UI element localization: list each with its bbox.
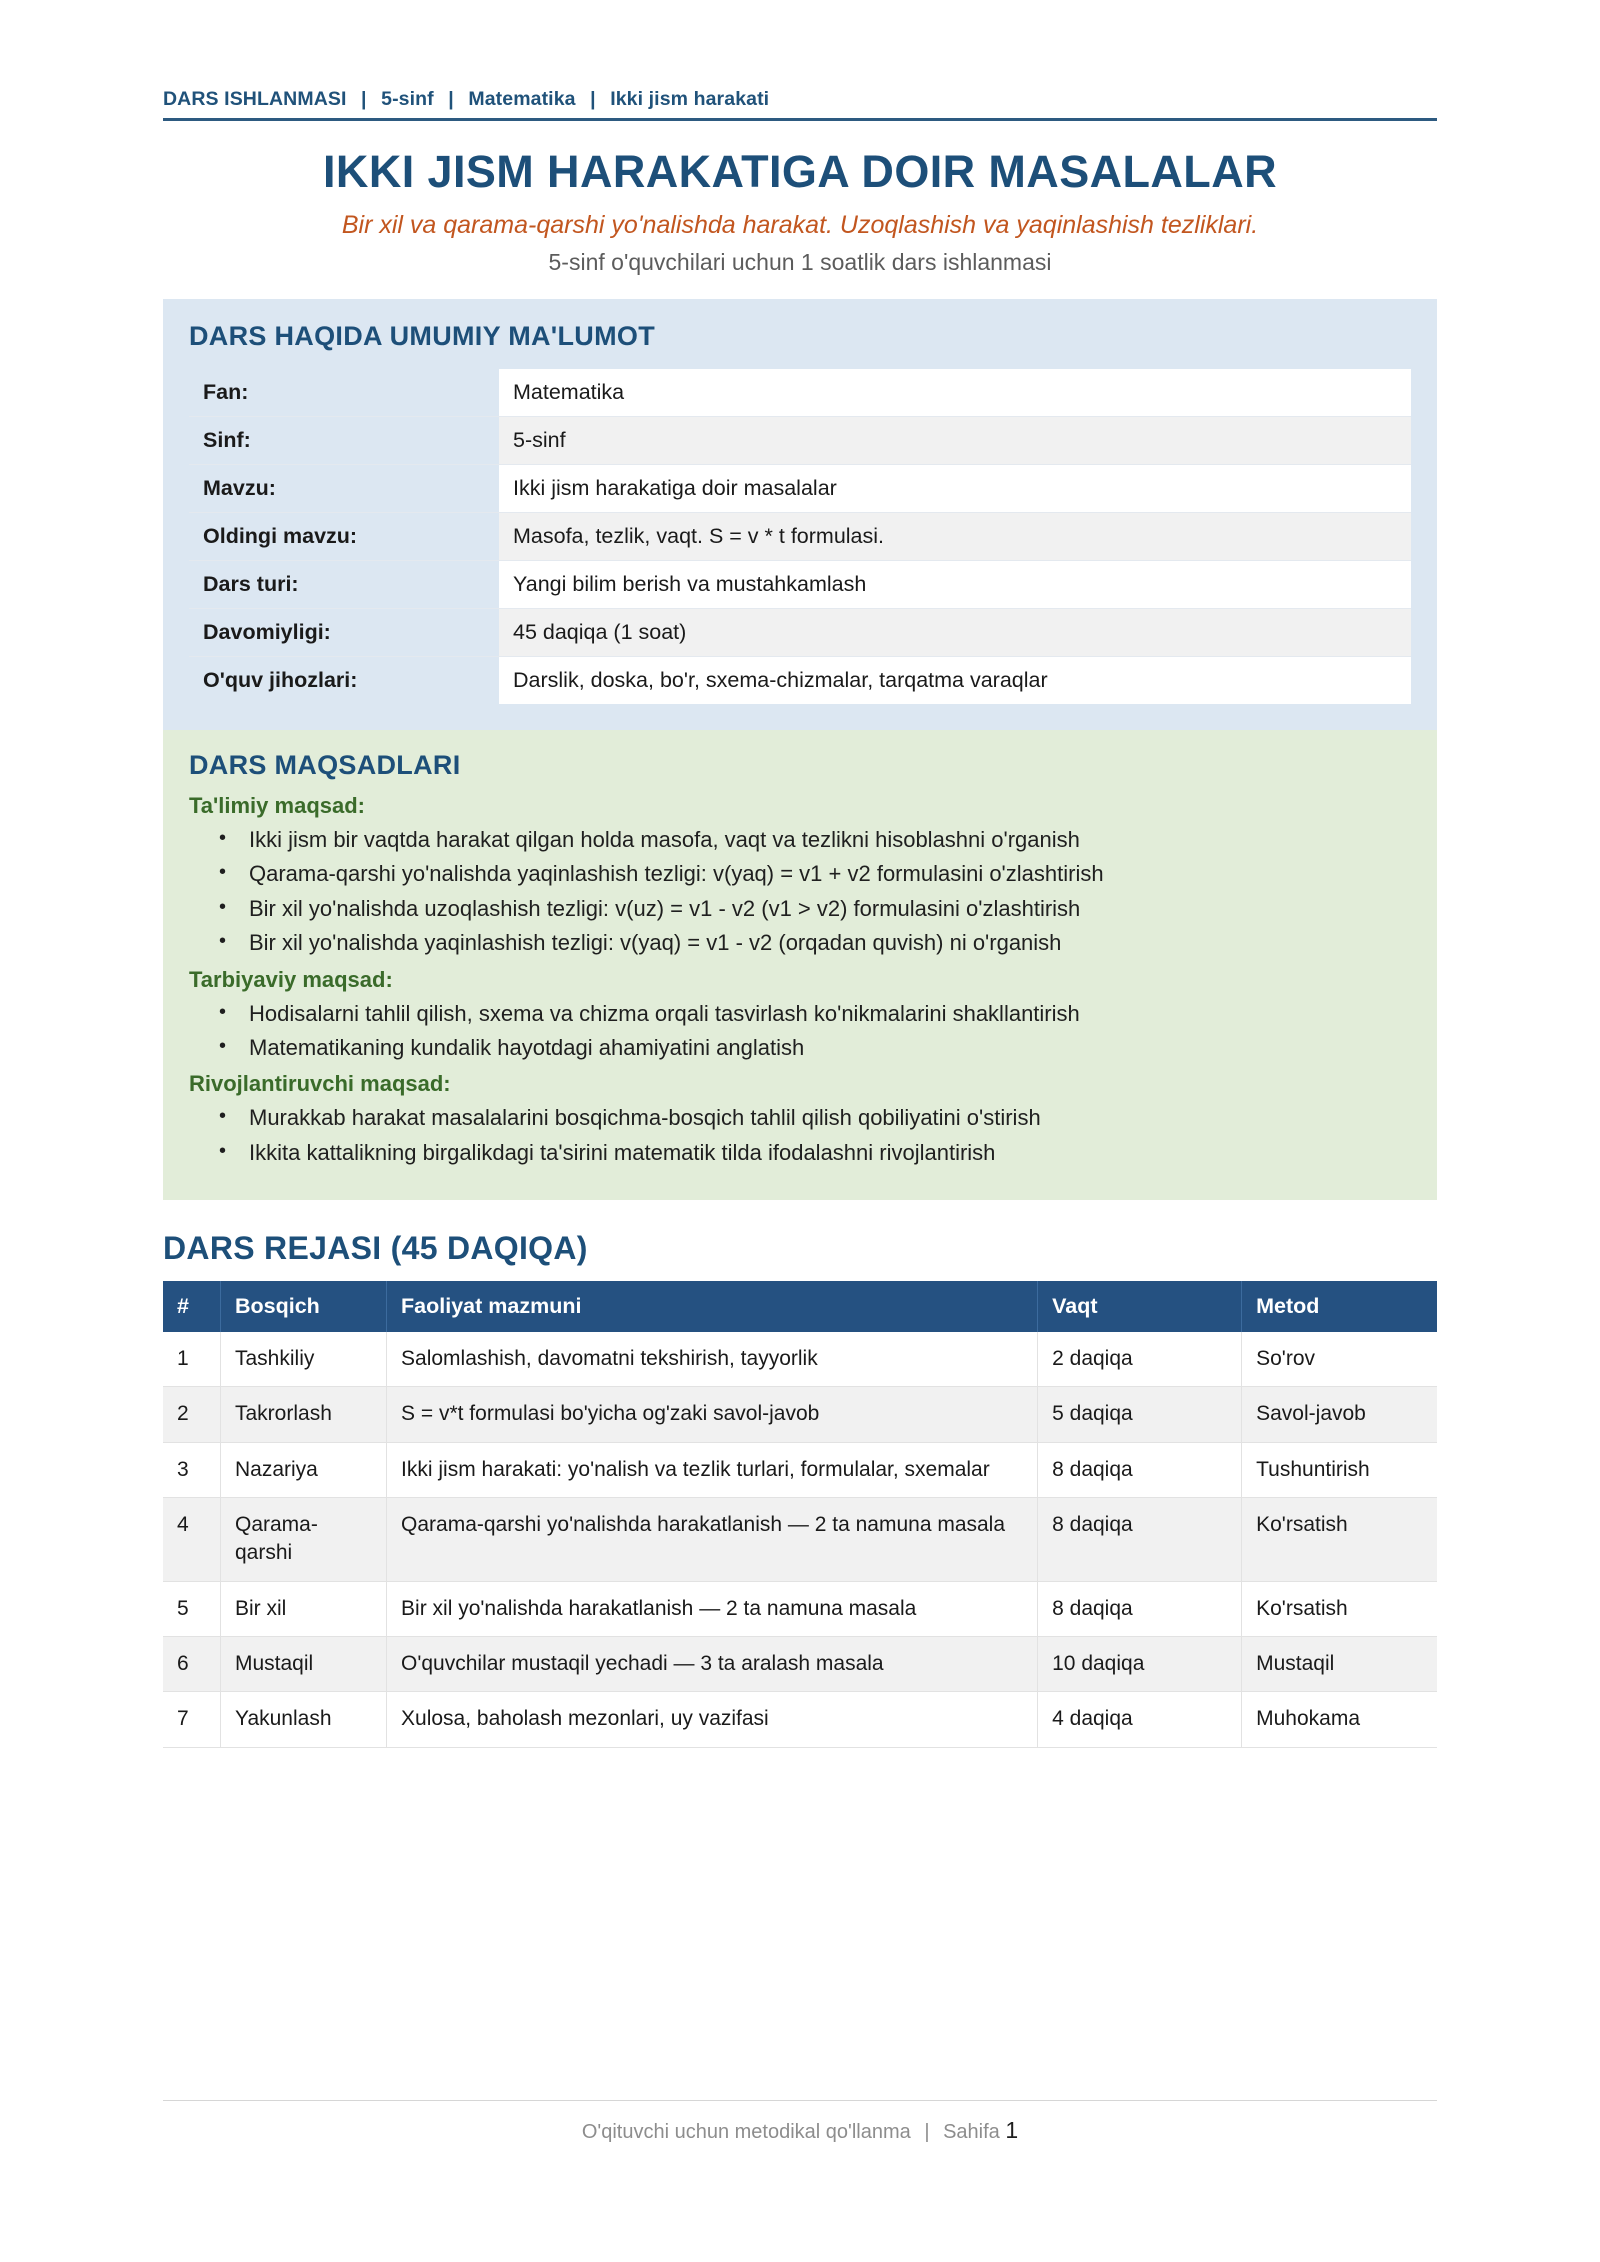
table-header-col-activity: Faoliyat mazmuni [387, 1281, 1038, 1332]
info-row-key: Dars turi: [189, 561, 499, 609]
info-row [189, 369, 1411, 417]
info-row-value: Ikki jism harakatiga doir masalalar [499, 465, 1411, 513]
page-subtitle: Bir xil va qarama-qarshi yo'nalishda harakat. Uzoqlashish va yaqinlashish tezliklari. [341, 210, 1259, 239]
lesson-goals-section [163, 730, 1437, 1200]
cell-stage: Yakunlash [221, 1692, 387, 1747]
cell-time: 4 daqiqa [1038, 1692, 1242, 1747]
page-tagline: 5-sinf o'quvchilari uchun 1 soatlik dars ishlanmasi [548, 248, 1052, 275]
info-row-key: O'quv jihozlari: [189, 657, 499, 705]
info-row-value: Matematika [499, 369, 1411, 417]
info-row-key: Oldingi mavzu: [189, 513, 499, 561]
cell-method: Savol-javob [1242, 1387, 1437, 1442]
goal-list-item: • Hodisalarni tahlil qilish, sxema va chizma orqali tasvirlash ko'nikmalarini shakllantirish [189, 997, 1411, 1031]
cell-stage: Tashkiliy [221, 1332, 387, 1387]
info-row-value: Darslik, doska, bo'r, sxema-chizmalar, tarqatma varaqlar [499, 657, 1411, 705]
info-row [189, 609, 1411, 657]
info-row [189, 513, 1411, 561]
info-row-key: Mavzu: [189, 465, 499, 513]
cell-activity: O'quvchilar mustaqil yechadi — 3 ta aralash masala [387, 1637, 1038, 1692]
cell-time: 8 daqiqa [1038, 1442, 1242, 1497]
cell-time: 8 daqiqa [1038, 1581, 1242, 1636]
cell-stage: Nazariya [221, 1442, 387, 1497]
lesson-plan-table-body [163, 1332, 1437, 1747]
breadcrumb-item-topic: Ikki jism harakati [610, 88, 770, 110]
cell-activity: Bir xil yo'nalishda harakatlanish — 2 ta namuna masala [387, 1581, 1038, 1636]
breadcrumb-item-grade: 5-sinf [381, 88, 434, 110]
goal-group-title: Tarbiyaviy maqsad: [189, 966, 393, 992]
lesson-plan-table [163, 1281, 1437, 1748]
info-row [189, 417, 1411, 465]
info-row-key: Sinf: [189, 417, 499, 465]
table-header-col-method: Metod [1242, 1281, 1437, 1332]
footer-page-number: 1 [1005, 2117, 1019, 2143]
footer-page-label: Sahifa [943, 2121, 1000, 2143]
table-header-col-time: Vaqt [1038, 1281, 1242, 1332]
footer-separator: | [924, 2121, 930, 2143]
table-row [163, 1387, 1437, 1442]
lesson-goals-heading: DARS MAQSADLARI [189, 750, 461, 781]
lesson-goals-body [189, 793, 1411, 1170]
lesson-plan-section [163, 1230, 1437, 1748]
info-row [189, 657, 1411, 705]
goal-list-item: • Murakkab harakat masalalarini bosqichma-bosqich tahlil qilish qobiliyatini o'stirish [189, 1101, 1411, 1135]
table-header-row [163, 1281, 1437, 1332]
goal-list-item: • Qarama-qarshi yo'nalishda yaqinlashish tezligi: v(yaq) = v1 + v2 formulasini o'zlashtirish [189, 857, 1411, 891]
document-footer [163, 2100, 1437, 2144]
cell-time: 5 daqiqa [1038, 1387, 1242, 1442]
info-row-key: Davomiyligi: [189, 609, 499, 657]
cell-num: 4 [163, 1498, 221, 1582]
cell-num: 3 [163, 1442, 221, 1497]
cell-stage: Qarama-qarshi [221, 1498, 387, 1582]
info-row-value: 5-sinf [499, 417, 1411, 465]
document-header [163, 0, 1437, 121]
cell-stage: Takrorlash [221, 1387, 387, 1442]
lesson-info-section [163, 299, 1437, 730]
cell-num: 1 [163, 1332, 221, 1387]
info-row-key: Fan: [189, 369, 499, 417]
goal-list [189, 1101, 1411, 1170]
info-row [189, 465, 1411, 513]
cell-num: 2 [163, 1387, 221, 1442]
goal-group-title: Ta'limiy maqsad: [189, 793, 365, 819]
goal-list-item: • Ikki jism bir vaqtda harakat qilgan holda masofa, vaqt va tezlikni hisoblashni o'rganish [189, 823, 1411, 857]
cell-num: 7 [163, 1692, 221, 1747]
table-row [163, 1442, 1437, 1497]
info-row-value: 45 daqiqa (1 soat) [499, 609, 1411, 657]
breadcrumb-item-doc-type: DARS ISHLANMASI [163, 88, 347, 110]
table-row [163, 1581, 1437, 1636]
info-row [189, 561, 1411, 609]
table-row [163, 1332, 1437, 1387]
goal-list-item: • Matematikaning kundalik hayotdagi ahamiyatini anglatish [189, 1031, 1411, 1065]
lesson-info-table [189, 369, 1411, 704]
cell-method: Muhokama [1242, 1692, 1437, 1747]
goal-list-item: • Bir xil yo'nalishda uzoqlashish tezligi: v(uz) = v1 - v2 (v1 > v2) formulasini o'zlashtirish [189, 892, 1411, 926]
table-row [163, 1637, 1437, 1692]
cell-time: 8 daqiqa [1038, 1498, 1242, 1582]
lesson-info-heading: DARS HAQIDA UMUMIY MA'LUMOT [189, 321, 655, 352]
cell-num: 6 [163, 1637, 221, 1692]
breadcrumb-separator: | [361, 88, 367, 110]
breadcrumb [163, 88, 1437, 111]
table-header-col-number: # [163, 1281, 221, 1332]
goal-group-title: Rivojlantiruvchi maqsad: [189, 1071, 451, 1097]
cell-method: Tushuntirish [1242, 1442, 1437, 1497]
goal-list-item: • Ikkita kattalikning birgalikdagi ta'sirini matematik tilda ifodalashni rivojlantirish [189, 1136, 1411, 1170]
info-row-value: Yangi bilim berish va mustahkamlash [499, 561, 1411, 609]
cell-time: 10 daqiqa [1038, 1637, 1242, 1692]
goal-list [189, 997, 1411, 1066]
table-header-col-stage: Bosqich [221, 1281, 387, 1332]
cell-time: 2 daqiqa [1038, 1332, 1242, 1387]
cell-method: Mustaqil [1242, 1637, 1437, 1692]
cell-activity: Salomlashish, davomatni tekshirish, tayyorlik [387, 1332, 1038, 1387]
breadcrumb-separator: | [590, 88, 596, 110]
cell-activity: Xulosa, baholash mezonlari, uy vazifasi [387, 1692, 1038, 1747]
breadcrumb-separator: | [448, 88, 454, 110]
cell-activity: Ikki jism harakati: yo'nalish va tezlik turlari, formulalar, sxemalar [387, 1442, 1038, 1497]
cell-stage: Mustaqil [221, 1637, 387, 1692]
breadcrumb-item-subject: Matematika [468, 88, 576, 110]
cell-num: 5 [163, 1581, 221, 1636]
cell-stage: Bir xil [221, 1581, 387, 1636]
goal-list-item: • Bir xil yo'nalishda yaqinlashish tezligi: v(yaq) = v1 - v2 (orqadan quvish) ni o'rganish [189, 926, 1411, 960]
cell-method: Ko'rsatish [1242, 1498, 1437, 1582]
lesson-plan-table-head [163, 1281, 1437, 1332]
title-block [163, 147, 1437, 276]
cell-method: So'rov [1242, 1332, 1437, 1387]
table-row [163, 1498, 1437, 1582]
lesson-plan-heading: DARS REJASI (45 DAQIQA) [163, 1229, 588, 1266]
info-row-value: Masofa, tezlik, vaqt. S = v * t formulasi. [499, 513, 1411, 561]
page-title: IKKI JISM HARAKATIGA DOIR MASALALAR [323, 146, 1277, 197]
cell-activity: S = v*t formulasi bo'yicha og'zaki savol-javob [387, 1387, 1038, 1442]
cell-method: Ko'rsatish [1242, 1581, 1437, 1636]
cell-activity: Qarama-qarshi yo'nalishda harakatlanish — 2 ta namuna masala [387, 1498, 1038, 1582]
table-row [163, 1692, 1437, 1747]
footer-text: O'qituvchi uchun metodikal qo'llanma [581, 2121, 911, 2143]
goal-list [189, 823, 1411, 960]
